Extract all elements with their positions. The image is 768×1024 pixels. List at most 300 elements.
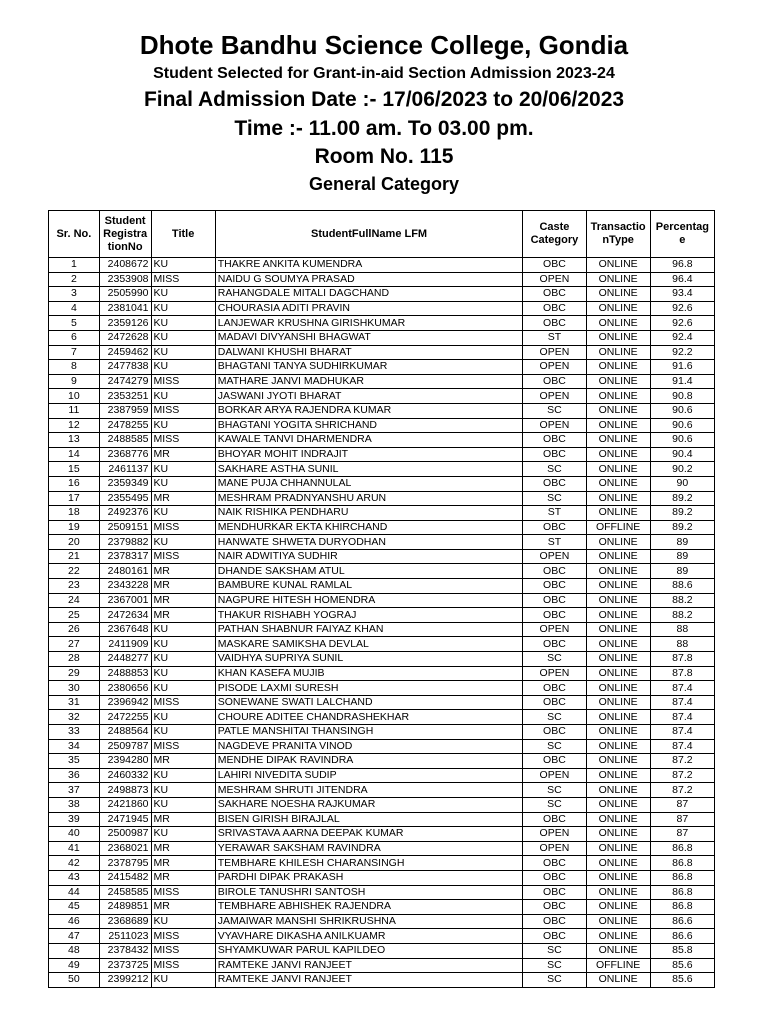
- table-row: [49, 768, 715, 783]
- percentage-cell: 90.6: [650, 433, 714, 448]
- transaction-type-cell: ONLINE: [586, 652, 650, 667]
- sr-no-cell: 5: [49, 316, 100, 331]
- registration-no-cell: 2459462: [99, 345, 151, 360]
- registration-no-cell: 2460332: [99, 768, 151, 783]
- percentage-cell: 88.6: [650, 579, 714, 594]
- registration-no-cell: 2368021: [99, 841, 151, 856]
- full-name-cell: RAMTEKE JANVI RANJEET: [215, 973, 523, 988]
- caste-category-cell: SC: [523, 462, 586, 477]
- percentage-cell: 90.6: [650, 403, 714, 418]
- table-row: [49, 301, 715, 316]
- transaction-type-cell: ONLINE: [586, 929, 650, 944]
- title-cell: KU: [151, 316, 215, 331]
- percentage-cell: 89.2: [650, 491, 714, 506]
- caste-category-cell: OBC: [523, 914, 586, 929]
- transaction-type-cell: ONLINE: [586, 783, 650, 798]
- transaction-type-cell: ONLINE: [586, 666, 650, 681]
- table-row: [49, 462, 715, 477]
- full-name-cell: YERAWAR SAKSHAM RAVINDRA: [215, 841, 523, 856]
- caste-category-cell: OBC: [523, 812, 586, 827]
- full-name-cell: MESHRAM SHRUTI JITENDRA: [215, 783, 523, 798]
- column-header-full-name: StudentFullName LFM: [215, 211, 523, 258]
- transaction-type-cell: ONLINE: [586, 316, 650, 331]
- caste-category-cell: OBC: [523, 870, 586, 885]
- full-name-cell: LANJEWAR KRUSHNA GIRISHKUMAR: [215, 316, 523, 331]
- title-cell: KU: [151, 330, 215, 345]
- transaction-type-cell: ONLINE: [586, 856, 650, 871]
- caste-category-cell: OBC: [523, 316, 586, 331]
- registration-no-cell: 2509787: [99, 739, 151, 754]
- column-header-percentage: Percentage: [650, 211, 714, 258]
- full-name-cell: MADAVI DIVYANSHI BHAGWAT: [215, 330, 523, 345]
- percentage-cell: 86.8: [650, 870, 714, 885]
- percentage-cell: 87.2: [650, 768, 714, 783]
- sr-no-cell: 4: [49, 301, 100, 316]
- transaction-type-cell: ONLINE: [586, 579, 650, 594]
- percentage-cell: 88: [650, 637, 714, 652]
- caste-category-cell: SC: [523, 783, 586, 798]
- full-name-cell: THAKRE ANKITA KUMENDRA: [215, 258, 523, 273]
- sr-no-cell: 36: [49, 768, 100, 783]
- percentage-cell: 87.2: [650, 754, 714, 769]
- sr-no-cell: 21: [49, 549, 100, 564]
- title-cell: KU: [151, 652, 215, 667]
- transaction-type-cell: ONLINE: [586, 768, 650, 783]
- percentage-cell: 91.4: [650, 374, 714, 389]
- table-row: [49, 360, 715, 375]
- table-row: [49, 608, 715, 623]
- registration-no-cell: 2399212: [99, 973, 151, 988]
- registration-no-cell: 2408672: [99, 258, 151, 273]
- caste-category-cell: OBC: [523, 579, 586, 594]
- registration-no-cell: 2458585: [99, 885, 151, 900]
- caste-category-cell: OBC: [523, 447, 586, 462]
- percentage-cell: 90.2: [650, 462, 714, 477]
- table-row: [49, 652, 715, 667]
- registration-no-cell: 2478255: [99, 418, 151, 433]
- percentage-cell: 93.4: [650, 287, 714, 302]
- title-cell: KU: [151, 418, 215, 433]
- full-name-cell: SHYAMKUWAR PARUL KAPILDEO: [215, 943, 523, 958]
- percentage-cell: 88: [650, 622, 714, 637]
- full-name-cell: MESHRAM PRADNYANSHU ARUN: [215, 491, 523, 506]
- full-name-cell: NAIDU G SOUMYA PRASAD: [215, 272, 523, 287]
- sr-no-cell: 28: [49, 652, 100, 667]
- sr-no-cell: 40: [49, 827, 100, 842]
- percentage-cell: 87.2: [650, 783, 714, 798]
- caste-category-cell: SC: [523, 491, 586, 506]
- table-row: [49, 549, 715, 564]
- full-name-cell: DALWANI KHUSHI BHARAT: [215, 345, 523, 360]
- caste-category-cell: OPEN: [523, 768, 586, 783]
- title-cell: MR: [151, 870, 215, 885]
- transaction-type-cell: ONLINE: [586, 535, 650, 550]
- title-cell: KU: [151, 797, 215, 812]
- title-cell: KU: [151, 506, 215, 521]
- title-cell: MR: [151, 856, 215, 871]
- percentage-cell: 91.6: [650, 360, 714, 375]
- percentage-cell: 96.8: [650, 258, 714, 273]
- caste-category-cell: OPEN: [523, 418, 586, 433]
- table-row: [49, 900, 715, 915]
- percentage-cell: 92.4: [650, 330, 714, 345]
- registration-no-cell: 2477838: [99, 360, 151, 375]
- full-name-cell: KAWALE TANVI DHARMENDRA: [215, 433, 523, 448]
- table-row: [49, 593, 715, 608]
- caste-category-cell: OBC: [523, 593, 586, 608]
- sr-no-cell: 3: [49, 287, 100, 302]
- full-name-cell: BHAGTANI YOGITA SHRICHAND: [215, 418, 523, 433]
- registration-no-cell: 2378795: [99, 856, 151, 871]
- registration-no-cell: 2509151: [99, 520, 151, 535]
- transaction-type-cell: ONLINE: [586, 418, 650, 433]
- registration-no-cell: 2373725: [99, 958, 151, 973]
- caste-category-cell: OPEN: [523, 666, 586, 681]
- full-name-cell: NAGDEVE PRANITA VINOD: [215, 739, 523, 754]
- transaction-type-cell: ONLINE: [586, 462, 650, 477]
- column-header-registration-no: StudentRegistrationNo: [99, 211, 151, 258]
- table-row: [49, 418, 715, 433]
- sr-no-cell: 41: [49, 841, 100, 856]
- title-cell: MR: [151, 608, 215, 623]
- full-name-cell: BHAGTANI TANYA SUDHIRKUMAR: [215, 360, 523, 375]
- percentage-cell: 85.6: [650, 973, 714, 988]
- full-name-cell: CHOURASIA ADITI PRAVIN: [215, 301, 523, 316]
- sr-no-cell: 19: [49, 520, 100, 535]
- registration-no-cell: 2488853: [99, 666, 151, 681]
- registration-no-cell: 2367648: [99, 622, 151, 637]
- table-row: [49, 564, 715, 579]
- title-cell: KU: [151, 768, 215, 783]
- registration-no-cell: 2474279: [99, 374, 151, 389]
- title-cell: KU: [151, 462, 215, 477]
- sr-no-cell: 24: [49, 593, 100, 608]
- title-cell: MISS: [151, 374, 215, 389]
- caste-category-cell: OBC: [523, 900, 586, 915]
- column-header-title: Title: [151, 211, 215, 258]
- transaction-type-cell: ONLINE: [586, 287, 650, 302]
- title-cell: KU: [151, 681, 215, 696]
- sr-no-cell: 48: [49, 943, 100, 958]
- title-cell: MISS: [151, 739, 215, 754]
- transaction-type-cell: ONLINE: [586, 447, 650, 462]
- transaction-type-cell: ONLINE: [586, 812, 650, 827]
- title-cell: KU: [151, 827, 215, 842]
- table-row: [49, 914, 715, 929]
- sr-no-cell: 7: [49, 345, 100, 360]
- percentage-cell: 89: [650, 535, 714, 550]
- sr-no-cell: 37: [49, 783, 100, 798]
- title-cell: KU: [151, 476, 215, 491]
- caste-category-cell: SC: [523, 973, 586, 988]
- table-row: [49, 433, 715, 448]
- percentage-cell: 86.8: [650, 900, 714, 915]
- column-header-caste-category: Caste Category: [523, 211, 586, 258]
- title-cell: MR: [151, 447, 215, 462]
- admission-date: Final Admission Date :- 17/06/2023 to 20/06/2023: [143, 88, 625, 111]
- caste-category-cell: OBC: [523, 258, 586, 273]
- full-name-cell: NAIK RISHIKA PENDHARU: [215, 506, 523, 521]
- full-name-cell: JASWANI JYOTI BHARAT: [215, 389, 523, 404]
- registration-no-cell: 2379882: [99, 535, 151, 550]
- table-row: [49, 841, 715, 856]
- percentage-cell: 89: [650, 564, 714, 579]
- full-name-cell: BIROLE TANUSHRI SANTOSH: [215, 885, 523, 900]
- transaction-type-cell: ONLINE: [586, 360, 650, 375]
- caste-category-cell: OBC: [523, 885, 586, 900]
- full-name-cell: PISODE LAXMI SURESH: [215, 681, 523, 696]
- sr-no-cell: 15: [49, 462, 100, 477]
- sr-no-cell: 47: [49, 929, 100, 944]
- table-row: [49, 622, 715, 637]
- table-row: [49, 783, 715, 798]
- sr-no-cell: 6: [49, 330, 100, 345]
- sr-no-cell: 38: [49, 797, 100, 812]
- full-name-cell: BHOYAR MOHIT INDRAJIT: [215, 447, 523, 462]
- percentage-cell: 87.4: [650, 681, 714, 696]
- full-name-cell: HANWATE SHWETA DURYODHAN: [215, 535, 523, 550]
- full-name-cell: SRIVASTAVA AARNA DEEPAK KUMAR: [215, 827, 523, 842]
- caste-category-cell: OBC: [523, 929, 586, 944]
- title-cell: MISS: [151, 958, 215, 973]
- full-name-cell: SAKHARE ASTHA SUNIL: [215, 462, 523, 477]
- title-cell: KU: [151, 973, 215, 988]
- table-row: [49, 374, 715, 389]
- sr-no-cell: 1: [49, 258, 100, 273]
- title-cell: MISS: [151, 929, 215, 944]
- transaction-type-cell: ONLINE: [586, 943, 650, 958]
- sr-no-cell: 17: [49, 491, 100, 506]
- caste-category-cell: SC: [523, 710, 586, 725]
- full-name-cell: JAMAIWAR MANSHI SHRIKRUSHNA: [215, 914, 523, 929]
- full-name-cell: KHAN KASEFA MUJIB: [215, 666, 523, 681]
- transaction-type-cell: OFFLINE: [586, 958, 650, 973]
- percentage-cell: 86.6: [650, 914, 714, 929]
- table-row: [49, 491, 715, 506]
- percentage-cell: 88.2: [650, 608, 714, 623]
- full-name-cell: MENDHURKAR EKTA KHIRCHAND: [215, 520, 523, 535]
- sr-no-cell: 45: [49, 900, 100, 915]
- title-cell: KU: [151, 287, 215, 302]
- sr-no-cell: 20: [49, 535, 100, 550]
- title-cell: MISS: [151, 272, 215, 287]
- percentage-cell: 87.4: [650, 710, 714, 725]
- registration-no-cell: 2355495: [99, 491, 151, 506]
- percentage-cell: 87.4: [650, 739, 714, 754]
- table-row: [49, 258, 715, 273]
- sr-no-cell: 31: [49, 695, 100, 710]
- title-cell: MISS: [151, 433, 215, 448]
- category-heading: General Category: [308, 174, 460, 194]
- caste-category-cell: OBC: [523, 856, 586, 871]
- caste-category-cell: SC: [523, 958, 586, 973]
- table-row: [49, 973, 715, 988]
- registration-no-cell: 2368776: [99, 447, 151, 462]
- table-row: [49, 870, 715, 885]
- registration-no-cell: 2511023: [99, 929, 151, 944]
- transaction-type-cell: ONLINE: [586, 506, 650, 521]
- full-name-cell: TEMBHARE KHILESH CHARANSINGH: [215, 856, 523, 871]
- sr-no-cell: 33: [49, 725, 100, 740]
- percentage-cell: 90.8: [650, 389, 714, 404]
- caste-category-cell: OBC: [523, 608, 586, 623]
- title-cell: KU: [151, 666, 215, 681]
- registration-no-cell: 2387959: [99, 403, 151, 418]
- registration-no-cell: 2421860: [99, 797, 151, 812]
- percentage-cell: 87: [650, 797, 714, 812]
- transaction-type-cell: ONLINE: [586, 564, 650, 579]
- full-name-cell: NAIR ADWITIYA SUDHIR: [215, 549, 523, 564]
- caste-category-cell: OBC: [523, 695, 586, 710]
- title-cell: KU: [151, 345, 215, 360]
- caste-category-cell: OPEN: [523, 272, 586, 287]
- transaction-type-cell: ONLINE: [586, 374, 650, 389]
- title-cell: MR: [151, 593, 215, 608]
- table-row: [49, 272, 715, 287]
- title-cell: MR: [151, 491, 215, 506]
- transaction-type-cell: ONLINE: [586, 272, 650, 287]
- full-name-cell: DHANDE SAKSHAM ATUL: [215, 564, 523, 579]
- title-cell: MISS: [151, 943, 215, 958]
- percentage-cell: 86.8: [650, 885, 714, 900]
- transaction-type-cell: ONLINE: [586, 549, 650, 564]
- title-cell: KU: [151, 725, 215, 740]
- percentage-cell: 86.6: [650, 929, 714, 944]
- percentage-cell: 87.4: [650, 695, 714, 710]
- caste-category-cell: OBC: [523, 637, 586, 652]
- sr-no-cell: 34: [49, 739, 100, 754]
- full-name-cell: RAHANGDALE MITALI DAGCHAND: [215, 287, 523, 302]
- percentage-cell: 90.4: [650, 447, 714, 462]
- registration-no-cell: 2415482: [99, 870, 151, 885]
- table-row: [49, 739, 715, 754]
- transaction-type-cell: ONLINE: [586, 345, 650, 360]
- title-cell: MR: [151, 900, 215, 915]
- percentage-cell: 87: [650, 827, 714, 842]
- registration-no-cell: 2359126: [99, 316, 151, 331]
- transaction-type-cell: ONLINE: [586, 754, 650, 769]
- table-row: [49, 345, 715, 360]
- sr-no-cell: 10: [49, 389, 100, 404]
- table-row: [49, 579, 715, 594]
- percentage-cell: 92.6: [650, 316, 714, 331]
- table-row: [49, 754, 715, 769]
- percentage-cell: 92.2: [650, 345, 714, 360]
- full-name-cell: MATHARE JANVI MADHUKAR: [215, 374, 523, 389]
- caste-category-cell: SC: [523, 797, 586, 812]
- percentage-cell: 87.4: [650, 725, 714, 740]
- full-name-cell: SONEWANE SWATI LALCHAND: [215, 695, 523, 710]
- sr-no-cell: 43: [49, 870, 100, 885]
- table-row: [49, 885, 715, 900]
- caste-category-cell: ST: [523, 506, 586, 521]
- full-name-cell: THAKUR RISHABH YOGRAJ: [215, 608, 523, 623]
- percentage-cell: 86.8: [650, 856, 714, 871]
- registration-no-cell: 2472255: [99, 710, 151, 725]
- registration-no-cell: 2472628: [99, 330, 151, 345]
- sr-no-cell: 22: [49, 564, 100, 579]
- registration-no-cell: 2480161: [99, 564, 151, 579]
- transaction-type-cell: ONLINE: [586, 476, 650, 491]
- sr-no-cell: 13: [49, 433, 100, 448]
- transaction-type-cell: ONLINE: [586, 637, 650, 652]
- registration-no-cell: 2353251: [99, 389, 151, 404]
- full-name-cell: LAHIRI NIVEDITA SUDIP: [215, 768, 523, 783]
- percentage-cell: 87.8: [650, 652, 714, 667]
- percentage-cell: 89.2: [650, 506, 714, 521]
- sr-no-cell: 9: [49, 374, 100, 389]
- registration-no-cell: 2378432: [99, 943, 151, 958]
- table-row: [49, 403, 715, 418]
- full-name-cell: BISEN GIRISH BIRAJLAL: [215, 812, 523, 827]
- title-cell: KU: [151, 389, 215, 404]
- transaction-type-cell: ONLINE: [586, 593, 650, 608]
- table-row: [49, 330, 715, 345]
- sr-no-cell: 46: [49, 914, 100, 929]
- registration-no-cell: 2500987: [99, 827, 151, 842]
- table-row: [49, 287, 715, 302]
- title-cell: KU: [151, 783, 215, 798]
- title-cell: MISS: [151, 549, 215, 564]
- sr-no-cell: 32: [49, 710, 100, 725]
- table-row: [49, 316, 715, 331]
- caste-category-cell: OBC: [523, 287, 586, 302]
- full-name-cell: MASKARE SAMIKSHA DEVLAL: [215, 637, 523, 652]
- students-table: [48, 210, 715, 988]
- caste-category-cell: OBC: [523, 520, 586, 535]
- table-row: [49, 958, 715, 973]
- admission-time: Time :- 11.00 am. To 03.00 pm.: [234, 117, 534, 140]
- table-row: [49, 797, 715, 812]
- sr-no-cell: 29: [49, 666, 100, 681]
- transaction-type-cell: OFFLINE: [586, 520, 650, 535]
- registration-no-cell: 2471945: [99, 812, 151, 827]
- full-name-cell: TEMBHARE ABHISHEK RAJENDRA: [215, 900, 523, 915]
- transaction-type-cell: ONLINE: [586, 797, 650, 812]
- registration-no-cell: 2396942: [99, 695, 151, 710]
- transaction-type-cell: ONLINE: [586, 827, 650, 842]
- registration-no-cell: 2488585: [99, 433, 151, 448]
- transaction-type-cell: ONLINE: [586, 681, 650, 696]
- full-name-cell: RAMTEKE JANVI RANJEET: [215, 958, 523, 973]
- column-header-transaction-type: TransactionType: [586, 211, 650, 258]
- transaction-type-cell: ONLINE: [586, 900, 650, 915]
- transaction-type-cell: ONLINE: [586, 258, 650, 273]
- caste-category-cell: OPEN: [523, 345, 586, 360]
- table-row: [49, 666, 715, 681]
- table-row: [49, 681, 715, 696]
- document-subtitle: Student Selected for Grant-in-aid Section Admission 2023-24: [153, 65, 615, 82]
- sr-no-cell: 8: [49, 360, 100, 375]
- transaction-type-cell: ONLINE: [586, 725, 650, 740]
- caste-category-cell: OPEN: [523, 360, 586, 375]
- table-row: [49, 447, 715, 462]
- table-row: [49, 929, 715, 944]
- transaction-type-cell: ONLINE: [586, 914, 650, 929]
- registration-no-cell: 2343228: [99, 579, 151, 594]
- full-name-cell: VYAVHARE DIKASHA ANILKUAMR: [215, 929, 523, 944]
- full-name-cell: PATHAN SHABNUR FAIYAZ KHAN: [215, 622, 523, 637]
- title-cell: KU: [151, 258, 215, 273]
- sr-no-cell: 50: [49, 973, 100, 988]
- registration-no-cell: 2505990: [99, 287, 151, 302]
- transaction-type-cell: ONLINE: [586, 973, 650, 988]
- sr-no-cell: 14: [49, 447, 100, 462]
- registration-no-cell: 2359349: [99, 476, 151, 491]
- percentage-cell: 96.4: [650, 272, 714, 287]
- caste-category-cell: OPEN: [523, 549, 586, 564]
- table-row: [49, 695, 715, 710]
